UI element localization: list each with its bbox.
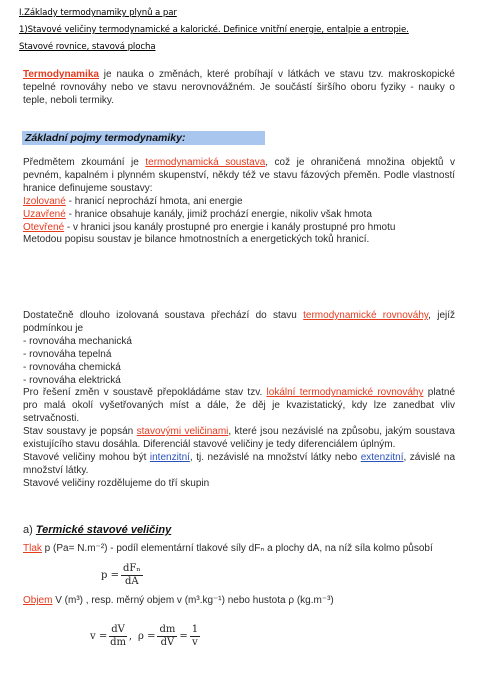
denominator: dV [160, 637, 175, 648]
volume-text: V (m³) , resp. měrný objem v (m³.kg⁻¹) nebo hustota ρ (kg.m⁻³) [52, 595, 334, 606]
list-item: - rovnováha elektrická [23, 374, 121, 386]
eq-text: Dostatečně dlouho izolovaná soustava přechází do stavu [23, 310, 304, 321]
fraction [190, 624, 200, 649]
pressure-text: p (Pa= N.m⁻²) - podíl elementární tlakové síly dFₙ a plochy dA, na níž síla kolmo působí [41, 543, 433, 554]
term-termodynamika: Termodynamika [23, 69, 99, 80]
numerator: dV [111, 624, 125, 635]
eq-text: Pro řešení změn v soustavě přepokládáme stav tzv. [23, 387, 267, 399]
volume-paragraph [23, 595, 455, 608]
link-extenzitni[interactable]: extenzitní [360, 451, 404, 463]
denominator: dA [124, 576, 139, 587]
basics-text: , což je ohraničená množina objektů v pevném, kapalném i plynném skupenství, někdy též ve stavu fázových přeměn. Podle vlastností hranice definujeme soustavy: [23, 157, 455, 194]
formula-lhs: ρ = [138, 631, 156, 642]
groups-text: Stavové veličiny rozdělujeme do tří skupin [23, 477, 210, 489]
term-objem: Objem [23, 595, 53, 606]
formula-lhs: v = [90, 631, 108, 642]
thermal-prefix: a) [23, 524, 36, 536]
eq-text: , které jsou nezávislé na způsobu, jakým soustava existujícího stavu dosáhla. Diferenciál stavové veličiny je tedy diferenciálem úplným. [23, 426, 455, 451]
header-line-2: 1)Stavové veličiny termodynamické a kalorické. Definice vnitřní energie, entalpie a entropie. [19, 25, 409, 35]
basics-block [23, 157, 455, 247]
subheading-thermal: Termické stavové veličiny [35, 524, 172, 536]
term-tlak: Tlak [23, 543, 42, 554]
term-termodynamicke-rovnovahy: termodynamické rovnováhy [303, 310, 429, 321]
intro-paragraph [23, 69, 455, 108]
pressure-formula [101, 563, 145, 588]
basics-text: Předmětem zkoumání je [23, 157, 146, 168]
term-lokalni-rovnovaha: lokální termodynamické rovnováhy [266, 387, 424, 399]
open-text: - v hranici jsou kanály prostupné pro energie i kanály prostupné pro hmotu [64, 221, 396, 233]
list-item: - rovnováha chemická [23, 361, 121, 373]
header-line-3: Stavové rovnice, stavová plocha [19, 42, 156, 52]
term-uzavrene: Uzavřené [23, 208, 66, 220]
formula-equals: = [179, 631, 188, 642]
fraction [121, 563, 143, 588]
numerator: dFₙ [122, 563, 141, 574]
list-item: - rovnováha tepelná [23, 348, 112, 360]
isolated-text: - hranicí neprochází hmota, ani energie [65, 195, 243, 207]
term-termodynamicka-soustava: termodynamická soustava [145, 157, 266, 168]
denominator: dm [110, 637, 126, 648]
closed-text: - hranice obsahuje kanály, jimiž prochází energie, nikoliv však hmota [65, 208, 372, 220]
formula-lhs: p = [101, 570, 119, 581]
thermal-heading [23, 524, 455, 537]
eq-text: , tj. nezávislé na množství látky nebo [189, 451, 361, 463]
intro-text: je nauka o změnách, které probíhají v látkách ve stavu tzv. makroskopické tepelné rovnováhy nebo ve stavu nerovnovážném. Je součástí širšího oboru fyziky - nauky o teple, neboli termiky. [23, 69, 455, 106]
term-izolovane: Izolované [23, 195, 66, 207]
denominator: v [192, 637, 198, 648]
eq-text: Stavové veličiny mohou být [23, 451, 150, 463]
eq-text: Stav soustavy je popsán [23, 426, 137, 438]
numerator: dm [159, 624, 176, 635]
link-intenzitni[interactable]: intenzitní [149, 451, 190, 463]
numerator: 1 [191, 624, 199, 635]
eq-text: platné pro malá okolí vyšetřovaných míst a dále, že děj je kvazistatický, kdy lze zanedbat vliv setrvačnosti. [23, 387, 456, 425]
term-otevrene: Otevřené [23, 221, 65, 233]
pressure-paragraph [23, 543, 455, 556]
formula-separator: , [128, 631, 133, 642]
eq-text: , jejíž podmínkou je [23, 310, 455, 334]
fraction [157, 624, 177, 649]
fraction [109, 624, 127, 649]
volume-formula [90, 624, 202, 649]
list-item: - rovnováha mechanická [23, 335, 132, 347]
section-heading-basics: Základní pojmy termodynamiky: [25, 132, 186, 144]
header-line-1: I.Základy termodynamiky plynů a par [19, 8, 177, 18]
method-text: Metodou popisu soustav je bilance hmotnostních a energetických toků hranicí. [23, 234, 370, 246]
equilibrium-block [23, 310, 455, 491]
term-stavove-veliciny: stavovými veličinami [136, 426, 229, 438]
eq-text: , závislé na množství látky. [23, 451, 456, 476]
